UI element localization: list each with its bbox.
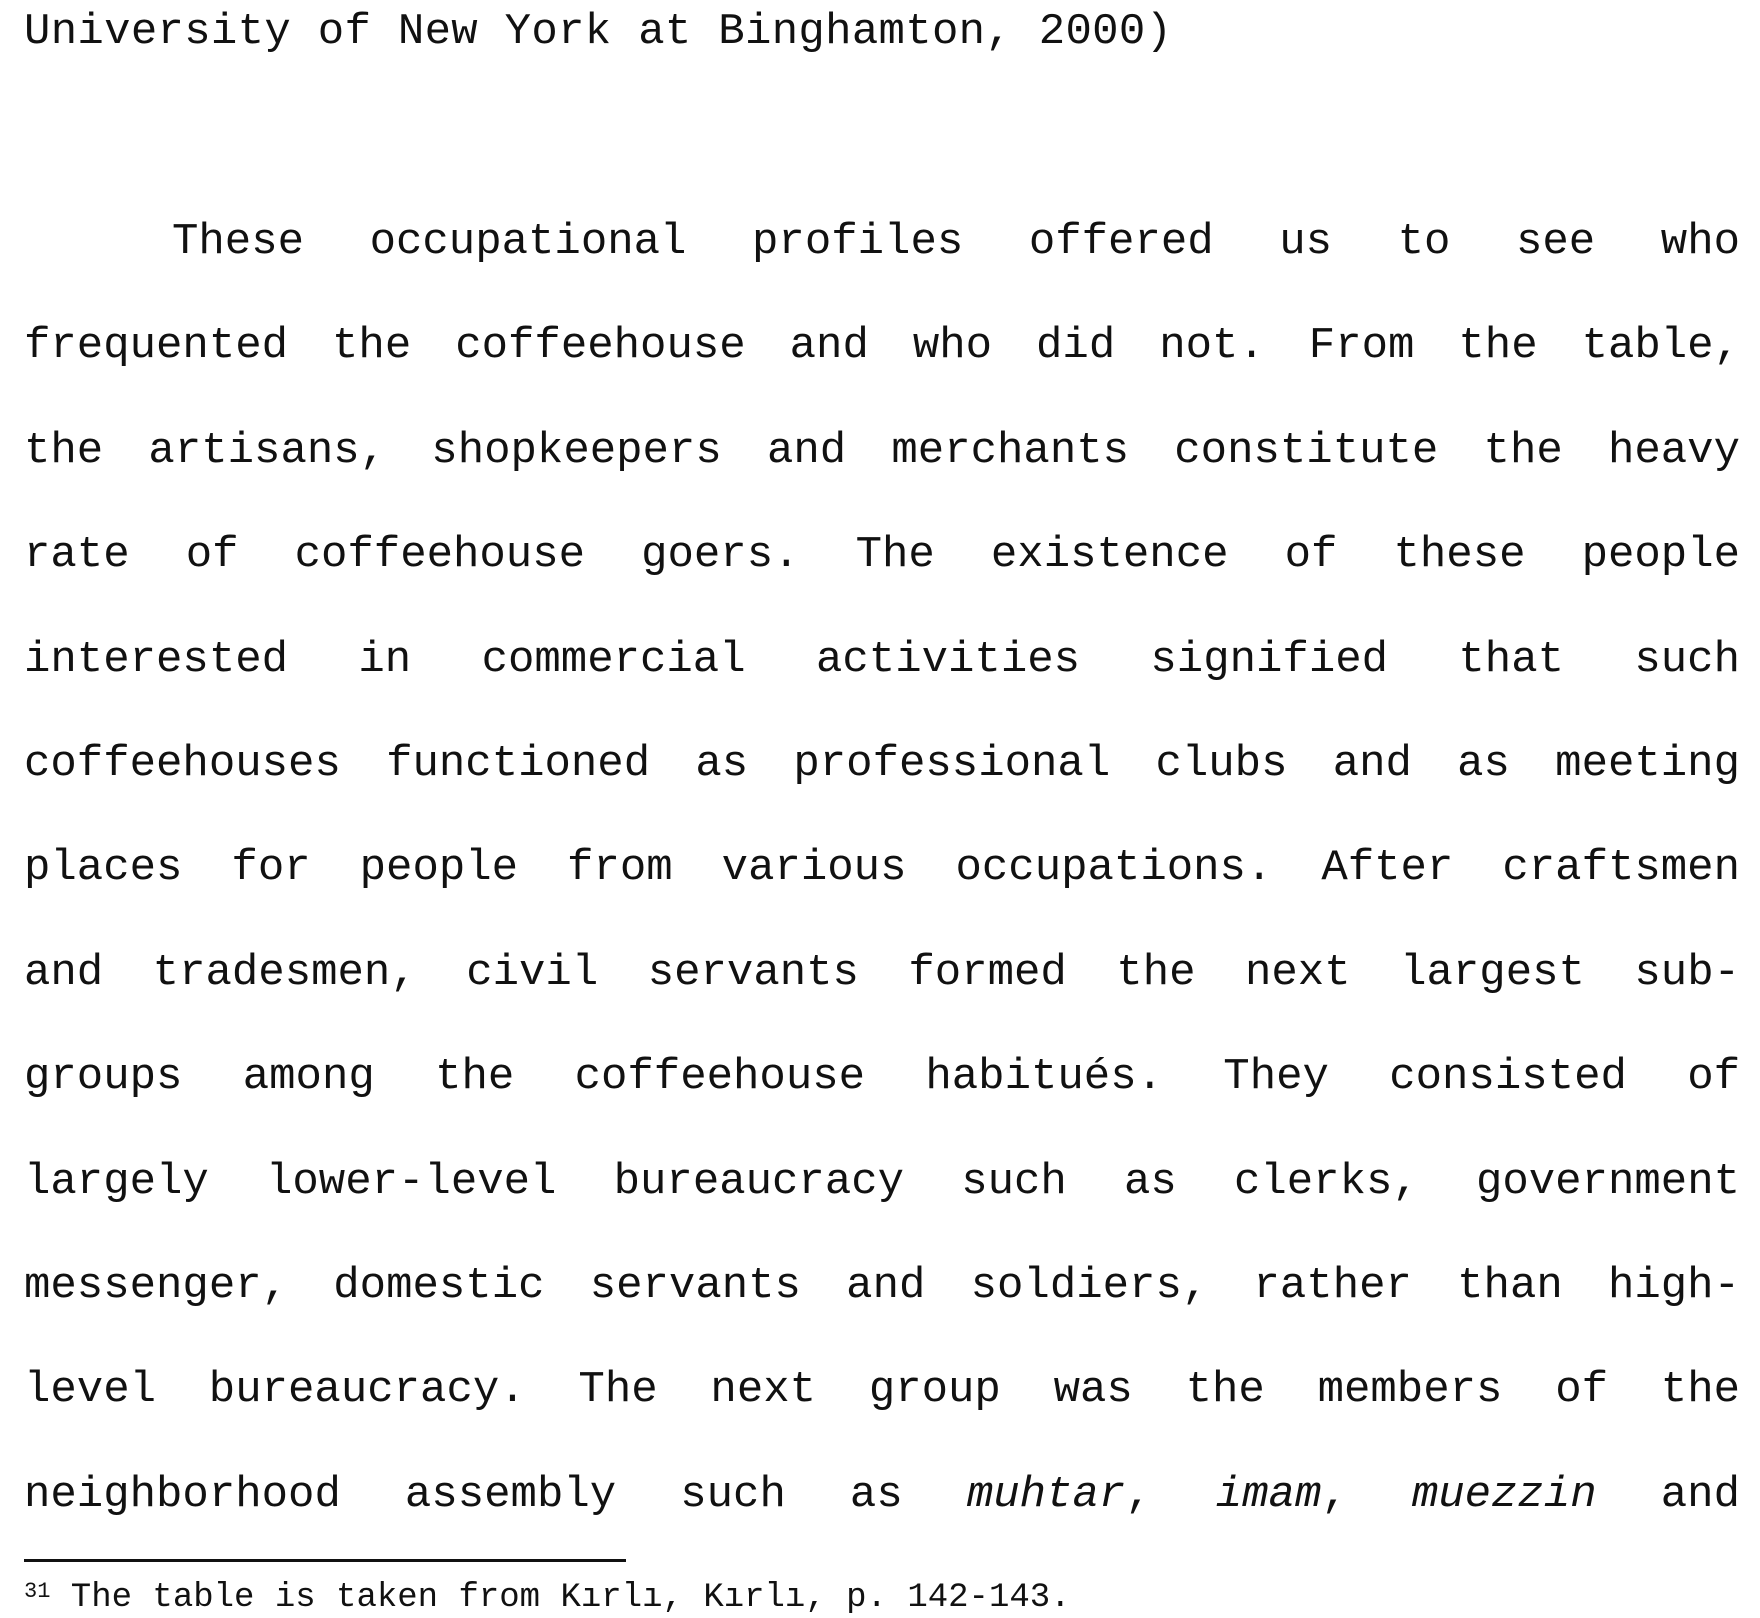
paragraph-line: and tradesmen, civil servants formed the next largest sub- [24,947,1740,998]
paragraph-line: level bureaucracy. The next group was the members of the [24,1365,1740,1416]
body-paragraph [24,212,1740,1569]
paragraph-line: coffeehouses functioned as professional clubs and as meeting [24,738,1740,789]
paragraph-line: frequented the coffeehouse and who did not. From the table, [24,321,1740,372]
footnote-number: 31 [24,1579,51,1604]
footnote [24,1578,1071,1618]
term-imam: imam [1215,1469,1322,1520]
paragraph-line-last [24,1465,1740,1569]
paragraph-line: places for people from various occupations. After craftsmen [24,843,1740,894]
line-text: and [1660,1469,1740,1520]
footnote-text: The table is taken from Kırlı, Kırlı, p. 142-143. [50,1579,1071,1617]
term-muhtar: muhtar [966,1469,1126,1520]
paragraph-line: rate of coffeehouse goers. The existence of these people [24,530,1740,581]
line-text: neighborhood assembly such as [24,1469,903,1520]
footnote-separator [24,1559,626,1562]
paragraph-line: messenger, domestic servants and soldiers, rather than high- [24,1260,1740,1311]
paragraph-line: largely lower-level bureaucracy such as clerks, government [24,1156,1740,1207]
paragraph-line: the artisans, shopkeepers and merchants constitute the heavy [24,425,1740,476]
paragraph-line: These occupational profiles offered us to see who [172,217,1740,267]
citation-continuation: University of New York at Binghamton, 2000) [24,7,1173,57]
comma: , [1125,1469,1152,1520]
paragraph-line: interested in commercial activities signified that such [24,634,1740,685]
paragraph-line: groups among the coffeehouse habitués. They consisted of [24,1052,1740,1103]
comma: , [1321,1469,1348,1520]
term-muezzin: muezzin [1411,1469,1597,1520]
